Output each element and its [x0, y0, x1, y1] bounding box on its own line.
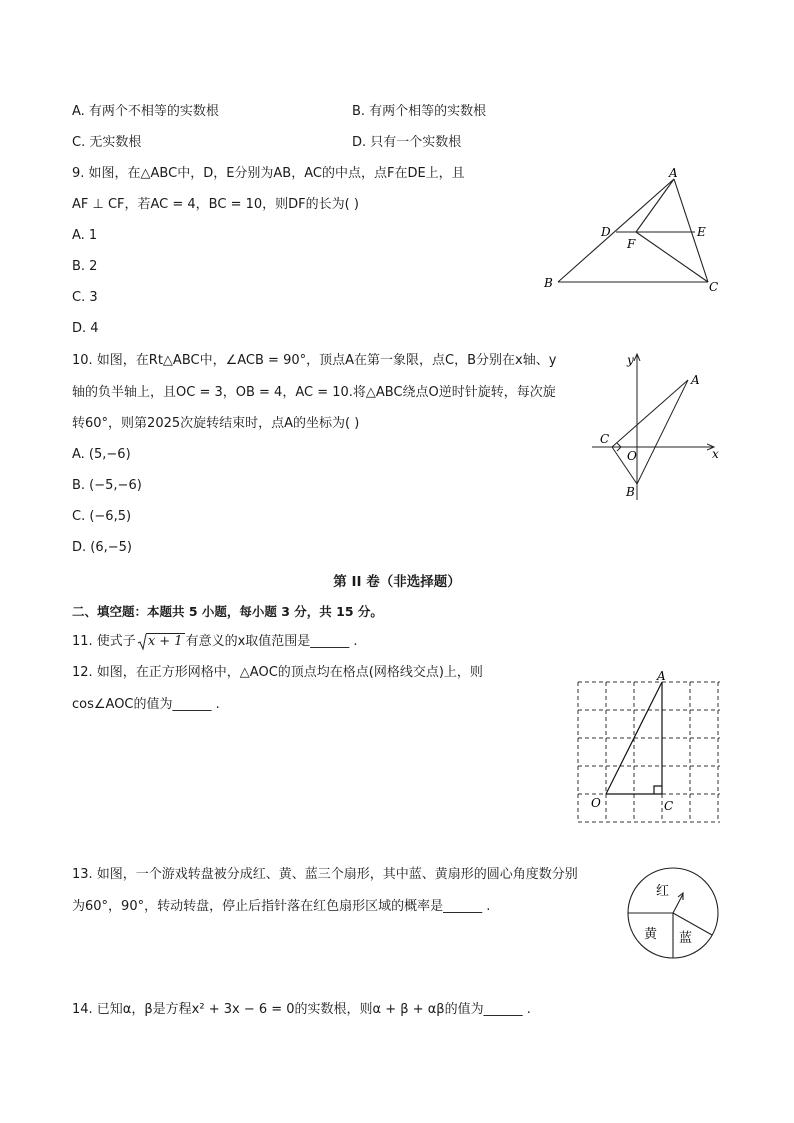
q9-option-c: C. 3	[72, 290, 98, 305]
q9-option-a: A. 1	[72, 228, 98, 243]
q10-option-d: D. (6,−5)	[72, 540, 132, 555]
label-o: O	[591, 796, 601, 810]
q13-stem-line1: 13. 如图，一个游戏转盘被分成红、黄、蓝三个扇形，其中蓝、黄扇形的圆心角度数分别	[72, 867, 578, 882]
label-red: 红	[656, 884, 670, 899]
q10-coordinate-figure	[590, 350, 725, 510]
q11-stem	[72, 633, 358, 651]
q8-option-c: C. 无实数根	[72, 135, 142, 150]
label-b: B	[544, 276, 553, 290]
label-blue: 蓝	[679, 931, 693, 946]
q13-stem-line2: 为60°，90°，转动转盘，停止后指针落在红色扇形区域的概率是______ .	[72, 899, 491, 914]
q12-grid-figure	[570, 670, 730, 830]
segment-ca	[612, 380, 688, 447]
label-e: E	[697, 225, 706, 239]
q8-option-d: D. 只有一个实数根	[352, 135, 462, 150]
label-yellow: 黄	[644, 927, 658, 942]
q13-spinner-figure	[620, 860, 730, 966]
q10-stem-line2: 轴的负半轴上，且OC = 3，OB = 4，AC = 10.将△ABC绕点O逆时针旋转，每次旋	[72, 385, 556, 400]
section-title: 第 II 卷（非选择题）	[333, 574, 461, 590]
q12-stem-line2: cos∠AOC的值为______ .	[72, 697, 220, 712]
label-c: C	[709, 280, 719, 294]
q9-stem-line2: AF ⊥ CF，若AC = 4，BC = 10，则DF的长为( )	[72, 197, 359, 212]
label-c: C	[600, 432, 610, 446]
q10-stem-line1: 10. 如图，在Rt△ABC中，∠ACB = 90°，顶点A在第一象限，点C，B分别在x轴、y	[72, 353, 557, 368]
q11-radical	[137, 633, 185, 651]
section-heading: 二、填空题：本题共 5 小题，每小题 3 分，共 15 分。	[72, 604, 383, 619]
label-a: A	[669, 166, 678, 180]
label-b: B	[626, 485, 635, 499]
q9-triangle-figure	[535, 165, 725, 295]
q9-option-d: D. 4	[72, 321, 99, 336]
q10-option-b: B. (−5,−6)	[72, 478, 142, 493]
q10-option-a: A. (5,−6)	[72, 447, 131, 462]
q11-suffix: 有意义的x取值范围是______ .	[185, 634, 358, 649]
label-o: O	[627, 449, 637, 463]
segment-fc	[636, 232, 708, 282]
q8-option-a: A. 有两个不相等的实数根	[72, 104, 219, 119]
sqrt-icon	[137, 633, 147, 651]
q8-option-b: B. 有两个相等的实数根	[352, 104, 487, 119]
q9-option-b: B. 2	[72, 259, 98, 274]
q11-prefix: 11. 使式子	[72, 634, 136, 649]
segment-ab	[637, 380, 688, 484]
right-angle-mark	[654, 786, 662, 794]
label-d: D	[601, 225, 611, 239]
label-a: A	[691, 373, 700, 387]
q9-stem-line1: 9. 如图，在△ABC中，D，E分别为AB，AC的中点，点F在DE上，且	[72, 166, 465, 181]
label-f: F	[627, 237, 636, 251]
label-c: C	[664, 799, 674, 813]
segment-af	[636, 179, 674, 232]
label-y: y	[627, 353, 634, 367]
q10-stem-line3: 转60°，则第2025次旋转结束时，点A的坐标为( )	[72, 416, 360, 431]
q10-option-c: C. (−6,5)	[72, 509, 132, 524]
segment-ab	[558, 179, 674, 282]
label-a: A	[657, 670, 666, 683]
q11-radicand: x + 1	[147, 634, 183, 649]
label-x: x	[712, 447, 719, 461]
q12-stem-line1: 12. 如图，在正方形网格中，△AOC的顶点均在格点(网格线交点)上，则	[72, 665, 483, 680]
q14-stem: 14. 已知α，β是方程x² + 3x − 6 = 0的实数根，则α + β + αβ的值为______ .	[72, 1002, 531, 1017]
